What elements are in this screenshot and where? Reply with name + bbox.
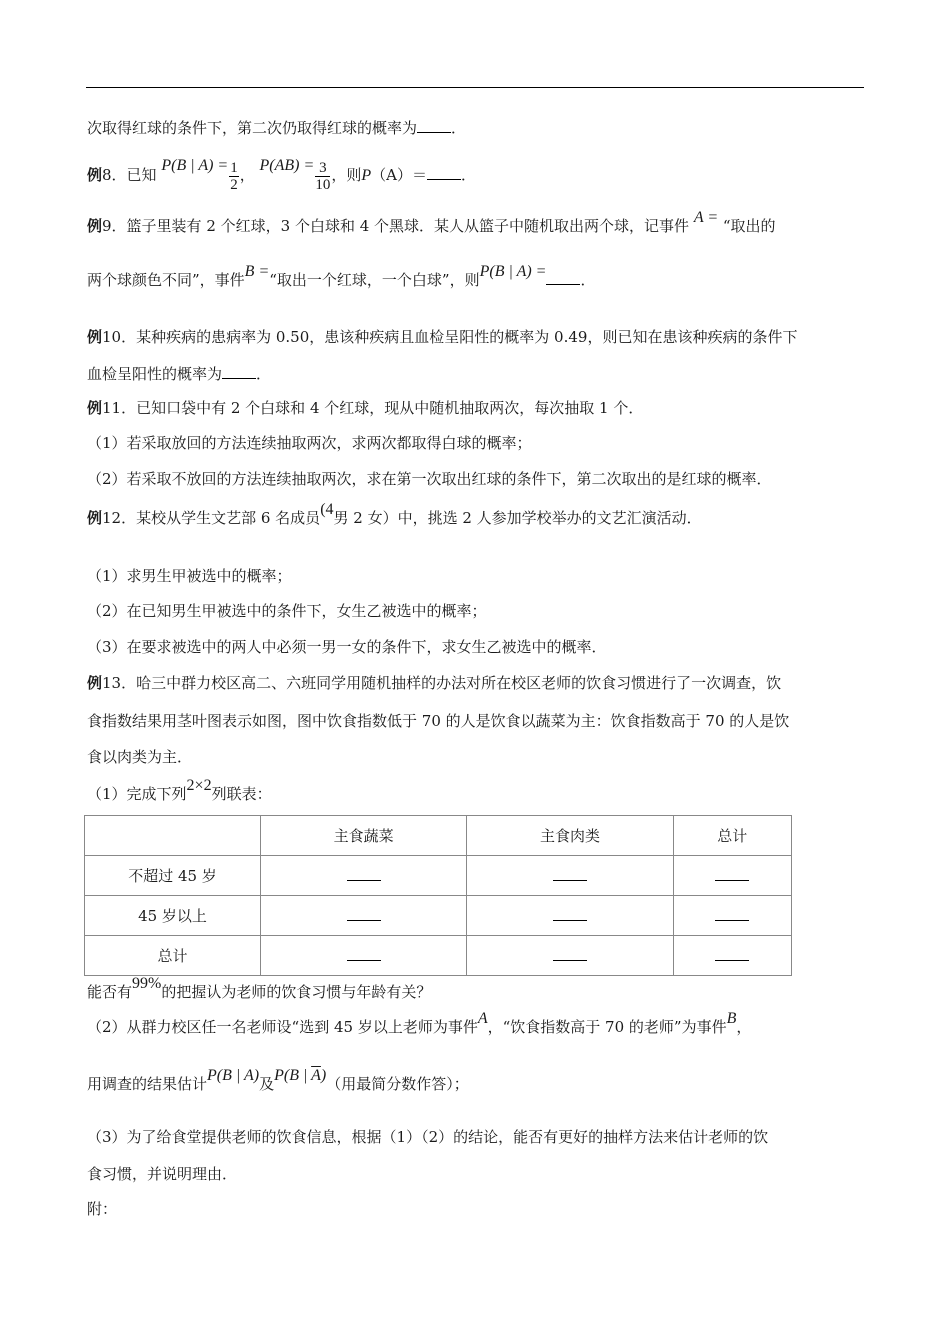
- example-12-q3: （3）在要求被选中的两人中必须一男一女的条件下，求女生乙被选中的概率．: [87, 638, 607, 656]
- example-13-q3-line-2: 食习惯，并说明理由．: [87, 1165, 238, 1183]
- answer-cell: [467, 856, 673, 896]
- example-12: 例12．某校从学生文艺部 6 名成员(4男 2 女）中，挑选 2 人参加学校举办的文艺汇演活动．: [87, 501, 702, 527]
- answer-cell: [673, 896, 791, 936]
- example-11: 例11．已知口袋中有 2 个白球和 4 个红球，现从中随机抽取两次，每次抽取 1 个．: [87, 399, 644, 417]
- example-13-hypothesis: 能否有99%的把握认为老师的饮食习惯与年龄有关？: [87, 975, 432, 1001]
- answer-blank: [417, 118, 451, 133]
- answer-cell: [467, 936, 673, 976]
- example-13-q2-line-2: 用调查的结果估计P(B | A)及P(B | $\overline{A}$)（用最简分数作答）；: [87, 1067, 469, 1093]
- answer-cell: [467, 896, 673, 936]
- example-9-line-2: 两个球颜色不同”，事件B =“取出一个红球，一个白球”，则P(B | A) = ．: [87, 263, 596, 289]
- answer-cell: [673, 856, 791, 896]
- example-13-line-1: 例13．哈三中群力校区高二、六班同学用随机抽样的办法对所在校区老师的饮食习惯进行了一次调查，饮: [87, 674, 782, 692]
- example-11-q1: （1）若采取放回的方法连续抽取两次，求两次都取得白球的概率；: [87, 434, 532, 452]
- answer-blank: [347, 948, 381, 961]
- table-header-cell: 主食肉类: [467, 816, 673, 856]
- appendix-label: 附：: [87, 1200, 118, 1218]
- example-12-q1: （1）求男生甲被选中的概率；: [87, 567, 292, 585]
- table-row: [85, 856, 792, 896]
- example-10-line-1: 例10．某种疾病的患病率为 0.50，患该种疾病且血检呈阳性的概率为 0.49，则已知在患该种疾病的条件下: [87, 328, 798, 346]
- example-9-line-1: 例9．篮子里装有 2 个红球，3 个白球和 4 个黑球．某人从篮子中随机取出两个球，记事件 A = “取出的: [87, 209, 776, 235]
- answer-blank: [553, 948, 587, 961]
- formula-pba: P(B | A) =: [161, 157, 229, 174]
- fraction-3-10: $\frac{3}{10}$: [315, 159, 331, 193]
- table-header-cell: [85, 816, 261, 856]
- example-10-line-2: 血检呈阳性的概率为 ．: [87, 365, 272, 383]
- table-header-cell: 主食蔬菜: [261, 816, 467, 856]
- table-header-cell: 总计: [673, 816, 791, 856]
- answer-cell: [261, 856, 467, 896]
- fraction-1-2: $\frac{1}{2}$: [230, 159, 238, 193]
- table-row: [85, 896, 792, 936]
- row-label: 不超过 45 岁: [85, 856, 261, 896]
- example-13-q1: （1）完成下列2×2列联表：: [87, 777, 272, 803]
- formula-pab: P(AB) =: [259, 157, 315, 174]
- answer-cell: [261, 896, 467, 936]
- table-header-row: [85, 816, 792, 856]
- row-label: 45 岁以上: [85, 896, 261, 936]
- example-8: 例8．已知 P(B | A) = $\frac{1}{2}$ ， P(AB) = $\frac{3}{10}$ ，则P（A）＝ ．: [87, 157, 476, 193]
- table-row: [85, 936, 792, 976]
- example-13-q3-line-1: （3）为了给食堂提供老师的饮食信息，根据（1）（2）的结论，能否有更好的抽样方法来估计老师的饮: [87, 1128, 769, 1146]
- answer-cell: [261, 936, 467, 976]
- answer-blank: [715, 948, 749, 961]
- example-12-q2: （2）在已知男生甲被选中的条件下，女生乙被选中的概率；: [87, 602, 487, 620]
- answer-blank: [427, 165, 461, 180]
- example-13-q2-line-1: （2）从群力校区任一名老师设“选到 45 岁以上老师为事件A，“饮食指数高于 70 的老师”为事件B，: [87, 1010, 752, 1036]
- example-11-q2: （2）若采取不放回的方法连续抽取两次，求在第一次取出红球的条件下，第二次取出的是红球的概率．: [87, 470, 772, 488]
- answer-blank: [222, 364, 256, 379]
- answer-cell: [673, 936, 791, 976]
- answer-blank: [715, 868, 749, 881]
- example-13-line-3: 食以肉类为主．: [87, 748, 193, 766]
- contingency-table: [84, 815, 792, 976]
- answer-blank: [347, 908, 381, 921]
- continued-question: 次取得红球的条件下，第二次仍取得红球的概率为 ．: [87, 119, 467, 137]
- row-label: 总计: [85, 936, 261, 976]
- header-rule: [86, 87, 864, 88]
- answer-blank: [553, 908, 587, 921]
- example-13-line-2: 食指数结果用茎叶图表示如图，图中饮食指数低于 70 的人是饮食以蔬菜为主：饮食指数高于 70 的人是饮: [87, 712, 790, 730]
- answer-blank: [553, 868, 587, 881]
- answer-blank: [546, 270, 580, 285]
- answer-blank: [347, 868, 381, 881]
- answer-blank: [715, 908, 749, 921]
